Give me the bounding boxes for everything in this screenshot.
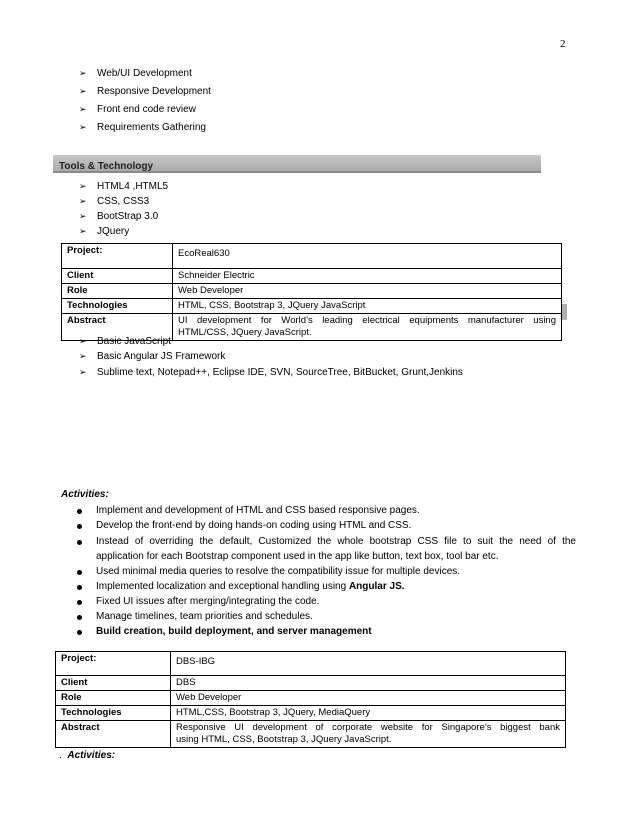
section-heading: Tools & Technology (59, 161, 154, 172)
list-item: ➢ JQuery (79, 226, 130, 237)
arrow-bullet-icon: ➢ (79, 181, 87, 191)
section-heading-band (53, 155, 541, 173)
arrow-bullet-icon: ➢ (79, 196, 87, 206)
list-item: ➢ Front end code review (79, 104, 196, 115)
list-item: ➢ BootStrap 3.0 (79, 211, 159, 222)
client-value: DBS (171, 676, 566, 691)
activities-heading: Activities: (61, 489, 109, 500)
project-label: Project: (62, 244, 173, 269)
client-value: Schneider Electric (173, 269, 562, 284)
arrow-bullet-icon: ➢ (79, 86, 87, 96)
tools-list-top (79, 181, 379, 241)
arrow-bullet-icon: ➢ (79, 226, 87, 236)
arrow-bullet-icon: ➢ (79, 122, 87, 132)
table-row (62, 269, 562, 284)
arrow-bullet-icon: ➢ (79, 68, 87, 78)
list-item: ➢ Basic Angular JS Framework (79, 351, 226, 362)
responsibilities-list (79, 68, 379, 138)
abstract-value: UI development for World’s leading electrical equipments manufacturer using HTML/CSS, JQuery JavaScript. (173, 314, 562, 341)
abstract-value: Responsive UI development of corporate website for Singapore’s biggest bank using HTML, CSS, Bootstrap 3, JQuery JavaScript. (171, 721, 566, 748)
technologies-value: HTML,CSS, Bootstrap 3, JQuery, MediaQuery (171, 706, 566, 721)
table-row (62, 299, 562, 314)
activities-list: Implement and development of HTML and CSS based responsive pages. Develop the front-end by doing hands-on coding using HTML and CSS. Instead of overriding the default, Customized the whole bootstrap CSS file to suit the need of the application for each Bootstrap component used in the app like button, text box, tool bar etc. Used minimal media queries to resolve the compatibility issue for multiple devices. Implemented localization and exceptional handling using Angular JS. Fixed UI issues after merging/integrating the code. Manage timelines, team priorities and schedules. Build creation, build deployment, and server management (77, 505, 577, 640)
table-row (56, 721, 566, 748)
abstract-label: Abstract (56, 721, 171, 748)
technologies-label: Technologies (56, 706, 171, 721)
project-value: EcoReal630 (173, 244, 562, 269)
table-row (56, 706, 566, 721)
table-row (56, 652, 566, 676)
project-table-1 (61, 243, 562, 341)
arrow-bullet-icon: ➢ (79, 211, 87, 221)
abstract-label: Abstract (62, 314, 173, 341)
arrow-bullet-icon: ➢ (79, 104, 87, 114)
bullet-icon (77, 615, 82, 620)
project-label: Project: (56, 652, 171, 676)
table-row (62, 244, 562, 269)
list-item: ➢ Sublime text, Notepad++, Eclipse IDE, SVN, SourceTree, BitBucket, Grunt,Jenkins (79, 367, 463, 378)
technologies-label: Technologies (62, 299, 173, 314)
table-row (56, 691, 566, 706)
list-item: ➢ Basic JavaScript (79, 336, 171, 347)
list-item: ➢ CSS, CSS3 (79, 196, 150, 207)
project-value: DBS-IBG (171, 652, 566, 676)
arrow-bullet-icon: ➢ (79, 336, 87, 346)
table-row (56, 676, 566, 691)
table-row (62, 284, 562, 299)
arrow-bullet-icon: ➢ (79, 367, 87, 377)
role-value: Web Developer (171, 691, 566, 706)
list-item: ➢ Requirements Gathering (79, 122, 206, 133)
technologies-value: HTML, CSS, Bootstrap 3, JQuery JavaScript (173, 299, 562, 314)
section-band-fragment (562, 304, 567, 320)
project-table-2 (55, 651, 566, 748)
arrow-bullet-icon: ➢ (79, 351, 87, 361)
client-label: Client (56, 676, 171, 691)
list-item: ➢ Responsive Development (79, 86, 211, 97)
bullet-icon (77, 540, 82, 545)
bullet-icon (77, 600, 82, 605)
bullet-icon (77, 524, 82, 529)
list-item: ➢ Web/UI Development (79, 68, 192, 79)
bullet-icon (77, 585, 82, 590)
role-label: Role (62, 284, 173, 299)
list-item: ➢ HTML4 ,HTML5 (79, 181, 169, 192)
bullet-icon (77, 570, 82, 575)
bullet-icon (77, 509, 82, 514)
bullet-icon (77, 630, 82, 635)
role-value: Web Developer (173, 284, 562, 299)
role-label: Role (56, 691, 171, 706)
page-number: 2 (560, 38, 566, 50)
client-label: Client (62, 269, 173, 284)
activities-heading-2: . Activities: (59, 750, 116, 761)
tools-list-bottom (79, 336, 539, 386)
